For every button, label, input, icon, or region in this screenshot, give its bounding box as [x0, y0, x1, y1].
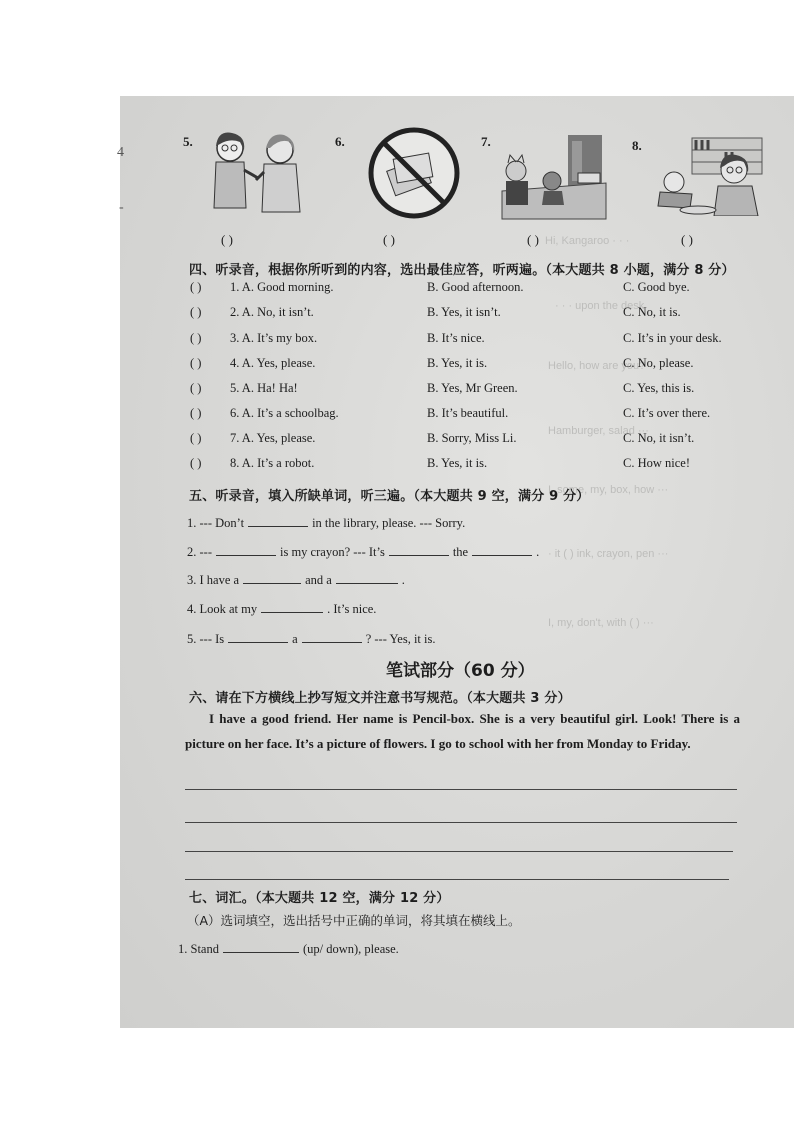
option-b: B. Yes, it is. [427, 356, 488, 370]
fill-in-sentence-5 [187, 630, 436, 647]
bleed-through-text: I, my, don't, with ( ) ··· [548, 617, 654, 629]
answer-blank[interactable] [223, 940, 299, 953]
sentence-text: a [292, 632, 298, 646]
option-c: C. Good bye. [623, 280, 690, 294]
option-a: 1. A. Good morning. [230, 280, 334, 294]
sentence-text: 4. Look at my [187, 602, 258, 616]
option-a: 5. A. Ha! Ha! [230, 381, 298, 395]
section7-subheading: （A）选词填空，选出括号中正确的单词，将其填在横线上。 [187, 913, 521, 928]
answer-blank[interactable] [472, 543, 532, 556]
fill-in-sentence-2 [187, 543, 539, 560]
option-b: B. Yes, Mr Green. [427, 381, 518, 395]
picture-number: 6. [335, 134, 345, 149]
bleed-through-text: · it ( ) ink, crayon, pen ··· [548, 548, 669, 560]
answer-blank[interactable] [248, 514, 308, 527]
option-b: B. It’s beautiful. [427, 406, 509, 420]
option-b: B. Yes, it is. [427, 456, 488, 470]
option-a: 7. A. Yes, please. [230, 431, 316, 445]
fill-in-sentence-4 [187, 600, 376, 617]
writing-line[interactable] [185, 879, 729, 880]
sentence-text: . [401, 573, 405, 587]
fill-in-sentence-3 [187, 571, 405, 588]
picture-answer-blank[interactable]: ( ) [383, 232, 395, 247]
written-part-title: 笔试部分（60 分） [386, 661, 535, 681]
picture-answer-blank[interactable]: ( ) [681, 232, 693, 247]
mother-and-child-illustration [652, 136, 764, 216]
option-a: 4. A. Yes, please. [230, 356, 316, 370]
answer-paren[interactable]: ( ) [190, 406, 202, 420]
option-b: B. Sorry, Miss Li. [427, 431, 517, 445]
answer-blank[interactable] [302, 630, 362, 643]
bleed-through-text: Hello, how are you? [548, 360, 646, 372]
option-a: 8. A. It’s a robot. [230, 456, 315, 470]
sentence-text: in the library, please. --- Sorry. [312, 516, 466, 530]
bleed-through-text: Hamburger, salad ··· [548, 425, 649, 437]
answer-paren[interactable]: ( ) [190, 356, 202, 370]
section7-heading: 七、词汇。（本大题共 12 空，满分 12 分） [189, 891, 450, 906]
answer-blank[interactable] [336, 571, 398, 584]
sentence-text: 1. --- Don’t [187, 516, 245, 530]
bleed-through-text: Hi, Kangaroo · · · [545, 235, 630, 247]
edge-mark: 4 [117, 145, 124, 160]
writing-line[interactable] [185, 822, 737, 823]
sentence-text: 2. --- [187, 545, 212, 559]
answer-blank[interactable] [228, 630, 288, 643]
sentence-text: 3. I have a [187, 573, 240, 587]
copy-passage: I have a good friend. Her name is Pencil-box. She is a very beautiful girl. Look! There is a picture on her face. It’s a picture of flowers. I go to school with her from Monday to Friday. [185, 711, 740, 751]
picture-answer-blank[interactable]: ( ) [527, 232, 539, 247]
picture-number: 8. [632, 138, 642, 153]
section4-heading: 四、听录音，根据你所听到的内容，选出最佳应答，听两遍。（本大题共 8 小题，满分 8 分） [189, 263, 735, 278]
answer-paren[interactable]: ( ) [190, 305, 202, 319]
sentence-text: . [536, 545, 540, 559]
option-c: C. Yes, this is. [623, 381, 695, 395]
picture-number: 7. [481, 134, 491, 149]
section6-heading: 六、请在下方横线上抄写短文并注意书写规范。（本大题共 3 分） [189, 691, 571, 706]
fill-in-sentence-1 [187, 514, 465, 531]
no-books-sign-icon [365, 126, 463, 220]
bleed-through-text: · · · upon the desk [555, 300, 645, 312]
picture-number: 5. [183, 134, 193, 149]
greeting-people-illustration [200, 128, 310, 216]
option-b: B. Good afternoon. [427, 280, 524, 294]
option-b: B. It’s nice. [427, 331, 485, 345]
section5-heading: 五、听录音，填入所缺单词，听三遍。（本大题共 9 空，满分 9 分） [189, 489, 590, 504]
vocab-item-1 [178, 940, 399, 957]
animals-at-desk-illustration [498, 133, 610, 223]
sentence-text: 1. Stand [178, 942, 219, 956]
option-c: C. It’s in your desk. [623, 331, 722, 345]
sentence-text: 5. --- Is [187, 632, 225, 646]
answer-paren[interactable]: ( ) [190, 381, 202, 395]
option-a: 6. A. It’s a schoolbag. [230, 406, 339, 420]
writing-line[interactable] [185, 789, 737, 790]
option-c: C. It’s over there. [623, 406, 711, 420]
sentence-text: ? --- Yes, it is. [365, 632, 436, 646]
sentence-text: . It’s nice. [327, 602, 377, 616]
option-c: C. No, please. [623, 356, 694, 370]
bleed-through-text: I, some, my, box, how ··· [548, 484, 669, 496]
option-c: C. No, it isn’t. [623, 431, 695, 445]
option-c: C. How nice! [623, 456, 690, 470]
answer-paren[interactable]: ( ) [190, 280, 202, 294]
option-b: B. Yes, it isn’t. [427, 305, 501, 319]
option-a: 3. A. It’s my box. [230, 331, 318, 345]
answer-paren[interactable]: ( ) [190, 431, 202, 445]
sentence-text: (up/ down), please. [302, 942, 399, 956]
sentence-text: the [452, 545, 469, 559]
option-c: C. No, it is. [623, 305, 681, 319]
sentence-text: is my crayon? --- It’s [280, 545, 385, 559]
answer-paren[interactable]: ( ) [190, 456, 202, 470]
answer-blank[interactable] [261, 600, 323, 613]
answer-blank[interactable] [389, 543, 449, 556]
answer-blank[interactable] [216, 543, 276, 556]
option-a: 2. A. No, it isn’t. [230, 305, 314, 319]
sentence-text: and a [305, 573, 332, 587]
writing-line[interactable] [185, 851, 733, 852]
answer-paren[interactable]: ( ) [190, 331, 202, 345]
answer-blank[interactable] [243, 571, 301, 584]
edge-mark: - [119, 200, 124, 215]
picture-answer-blank[interactable]: ( ) [221, 232, 233, 247]
